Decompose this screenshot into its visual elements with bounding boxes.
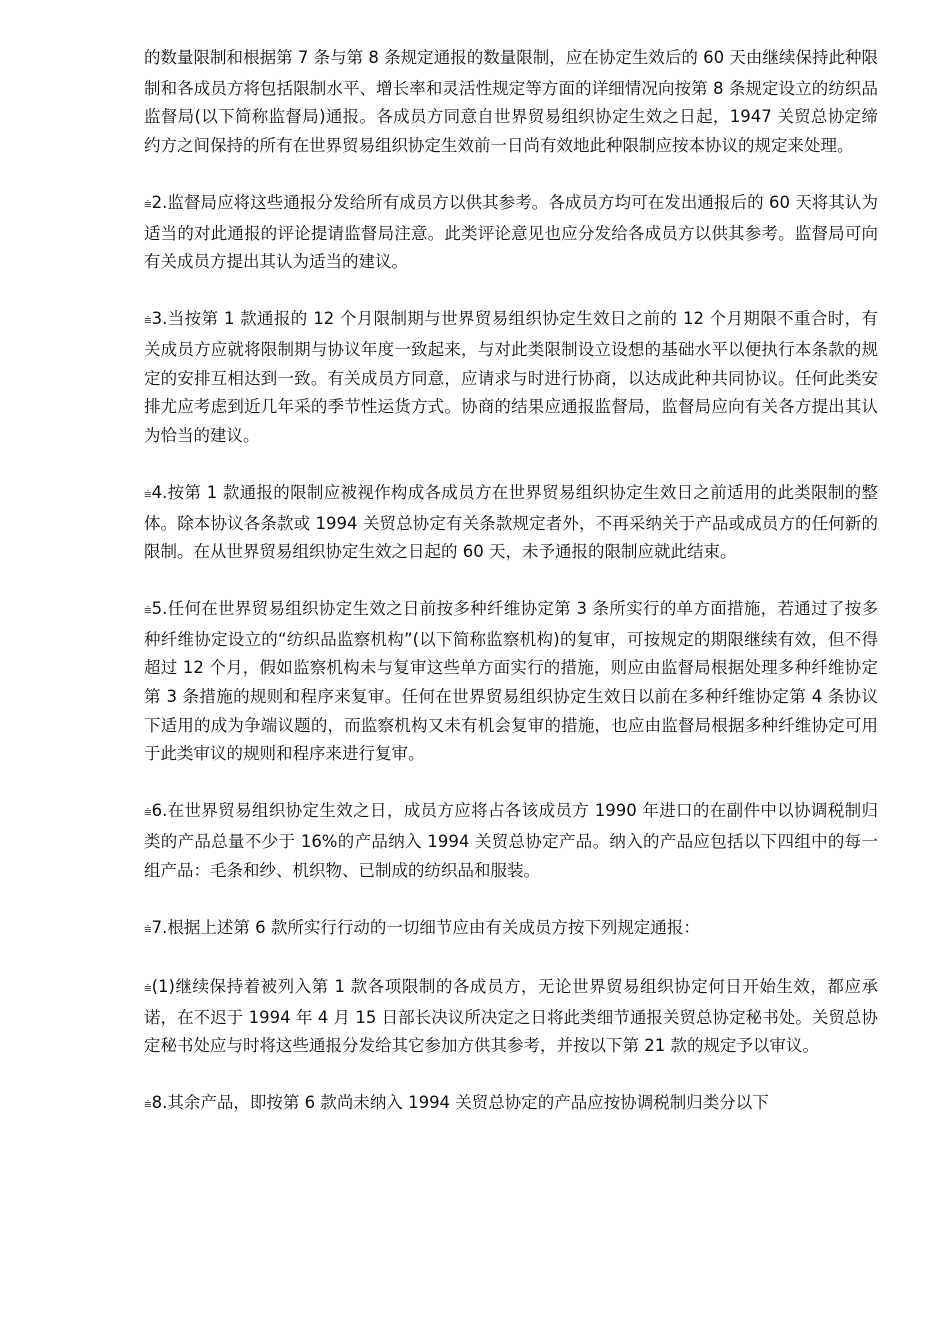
paragraph-9 [144, 1089, 878, 1120]
paragraph-mark: ⩧ [144, 313, 152, 329]
paragraph-text: (1)继续保持着被列入第 1 款各项限制的各成员方，无论世界贸易组织协定何日开始生效，都应承诺，在不迟于 1994 年 4 月 15 日部长决议所决定之日将此类细节通报关贸总协定秘书处。关贸总协定秘书处应与时将这些通报分发给其它参加方供其参考，并按以下第 21 款的规定予以审议。 [144, 977, 878, 1056]
paragraph-text: 8.其余产品，即按第 6 款尚未纳入 1994 关贸总协定的产品应按协调税制归类分以下 [151, 1093, 769, 1113]
paragraph-mark: ⩧ [144, 1097, 152, 1113]
paragraph-text: 6.在世界贸易组织协定生效之日，成员方应将占各该成员方 1990 年进口的在副件中以协调税制归类的产品总量不少于 16%的产品纳入 1994 关贸总协定产品。纳入的产品应包括以下四组中的每一组产品：毛条和纱、机织物、已制成的纺织品和服装。 [144, 801, 878, 880]
paragraph-mark: ⩧ [144, 196, 152, 212]
paragraph-text: 2.监督局应将这些通报分发给所有成员方以供其参考。各成员方均可在发出通报后的 60 天将其认为适当的对此通报的评论提请监督局注意。此类评论意见也应分发给各成员方以供其参考。监督局可向有关成员方提出其认为适当的建议。 [144, 192, 878, 272]
paragraph-text: 的数量限制和根据第 7 条与第 8 条规定通报的数量限制，应在协定生效后的 60 天由继续保持此种限制和各成员方将包括限制水平、增长率和灵活性规定等方面的详细情况向按第 8 条规定设立的纺织品监督局(以下简称监督局)通报。各成员方同意自世界贸易组织协定生效之日起，1947 关贸总协定缔约方之间保持的所有在世界贸易组织协定生效前一日尚有效地此种限制应按本协议的规定来处理。 [144, 48, 878, 155]
paragraph-1 [144, 44, 878, 160]
paragraph-mark: ⩧ [144, 981, 152, 996]
document-body [144, 44, 878, 1149]
paragraph-4 [144, 479, 878, 567]
paragraph-mark: ⩧ [144, 486, 152, 502]
paragraph-8 [144, 973, 878, 1061]
paragraph-2 [144, 189, 878, 277]
paragraph-mark: ⩧ [144, 921, 152, 937]
paragraph-text: 4.按第 1 款通报的限制应被视作构成各成员方在世界贸易组织协定生效日之前适用的此类限制的整体。除本协议各条款或 1994 关贸总协定有关条款规定者外，不再采纳关于产品或成员方的任何新的限制。在从世界贸易组织协定生效之日起的 60 天，未予通报的限制应就此结束。 [144, 482, 878, 562]
paragraph-3 [144, 305, 878, 450]
paragraph-6 [144, 797, 878, 885]
paragraph-text: 5.任何在世界贸易组织协定生效之日前按多种纤维协定第 3 条所实行的单方面措施，若通过了按多种纤维协定设立的“纺织品监察机构”(以下简称监察机构)的复审，可按规定的期限继续有效，但不得超过 12 个月，假如监察机构未与复审这些单方面实行的措施，则应由监督局根据处理多种纤维协定第 3 条措施的规则和程序来复审。任何在世界贸易组织协定生效日以前在多种纤维协定第 4 条协议下适用的成为争端议题的，而监察机构又未有机会复审的措施，也应由监督局根据多种纤维协定可用于此类审议的规则和程序来进行复审。 [144, 599, 878, 764]
paragraph-7 [144, 914, 878, 945]
paragraph-mark: ⩧ [144, 603, 152, 619]
paragraph-mark: ⩧ [144, 805, 152, 821]
paragraph-text: 3.当按第 1 款通报的 12 个月限制期与世界贸易组织协定生效日之前的 12 个月期限不重合时，有关成员方应就将限制期与协议年度一致起来，与对此类限制设立设想的基础水平以便执行本条款的规定的安排互相达到一致。有关成员方同意，应请求与时进行协商，以达成此种共同协议。任何此类安排尤应考虑到近几年采的季节性运货方式。协商的结果应通报监督局，监督局应向有关各方提出其认为恰当的建议。 [144, 309, 878, 445]
paragraph-text: 7.根据上述第 6 款所实行行动的一切细节应由有关成员方按下列规定通报： [151, 917, 700, 937]
paragraph-5 [144, 595, 878, 769]
